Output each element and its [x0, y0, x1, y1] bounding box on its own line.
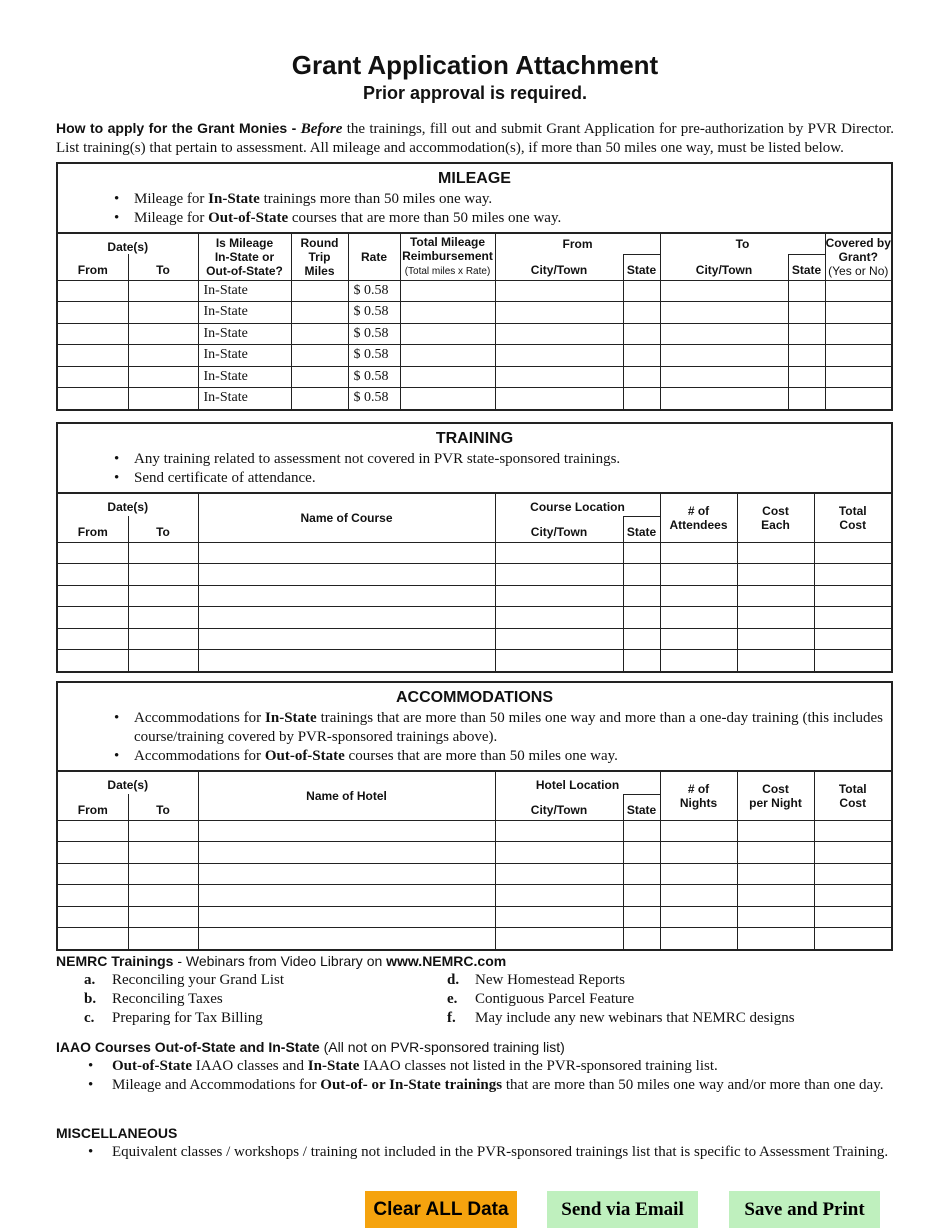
table-cell-input[interactable] — [814, 820, 891, 842]
table-cell-input[interactable] — [58, 863, 128, 885]
col-to: To — [128, 516, 198, 542]
intro-paragraph — [56, 119, 894, 158]
training-bullet: • Send certificate of attendance. — [134, 469, 883, 488]
table-cell-input[interactable] — [198, 650, 495, 671]
table-cell-input[interactable] — [495, 323, 623, 345]
col-attendees: # of Attendees — [660, 494, 737, 542]
table-cell-input[interactable] — [814, 928, 891, 949]
col-from: From — [58, 516, 128, 542]
save-and-print-button[interactable]: Save and Print — [729, 1191, 880, 1228]
table-cell-input[interactable] — [128, 388, 198, 409]
table-cell-input[interactable] — [128, 650, 198, 671]
col-city: City/Town — [495, 794, 623, 820]
table-cell-input[interactable] — [495, 928, 623, 949]
col-cost-per-night: Cost per Night — [737, 772, 814, 820]
table-cell-input[interactable] — [623, 820, 660, 842]
table-cell-input[interactable]: In-State — [198, 345, 291, 367]
col-round-trip: Round Trip Miles — [291, 234, 348, 280]
table-cell-input[interactable] — [291, 345, 348, 367]
table-cell-input[interactable] — [198, 863, 495, 885]
misc-bullet: • Equivalent classes / workshops / training not included in the PVR-sponsored trainings list that is specific to Assessment Training. — [112, 1143, 894, 1162]
table-cell-input[interactable] — [495, 542, 623, 564]
table-row — [58, 302, 891, 324]
table-row — [58, 928, 891, 949]
table-cell-input[interactable] — [788, 302, 825, 324]
table-cell-input[interactable] — [128, 302, 198, 324]
table-cell-input[interactable] — [788, 388, 825, 409]
table-cell-input[interactable] — [198, 585, 495, 607]
table-cell-input[interactable] — [737, 585, 814, 607]
list-item: c. Preparing for Tax Billing — [84, 1010, 263, 1026]
table-cell-input[interactable]: In-State — [198, 302, 291, 324]
col-dates: Date(s) — [58, 494, 198, 516]
clear-all-data-button[interactable]: Clear ALL Data — [365, 1191, 517, 1228]
table-cell-input[interactable] — [623, 842, 660, 864]
accommodations-title: ACCOMMODATIONS — [395, 689, 554, 706]
table-cell-input[interactable] — [737, 607, 814, 629]
table-cell-input[interactable]: $ 0.58 — [348, 323, 400, 345]
col-to: To — [128, 794, 198, 820]
accommodations-bullet: • Accommodations for Out-of-State courses that are more than 50 miles one way. — [134, 747, 883, 766]
accommodations-header — [58, 683, 891, 772]
table-cell-input[interactable] — [814, 885, 891, 907]
table-cell-input[interactable] — [58, 564, 128, 586]
table-cell-input[interactable] — [495, 302, 623, 324]
table-cell-input[interactable] — [198, 628, 495, 650]
table-cell-input[interactable]: $ 0.58 — [348, 345, 400, 367]
table-cell-input[interactable] — [737, 906, 814, 928]
send-via-email-button[interactable]: Send via Email — [547, 1191, 698, 1228]
col-covered: Covered by Grant? (Yes or No) — [825, 234, 891, 280]
table-cell-input[interactable] — [495, 820, 623, 842]
table-cell-input[interactable] — [660, 388, 788, 409]
training-header — [58, 424, 891, 494]
table-cell-input[interactable] — [58, 366, 128, 388]
table-row — [58, 366, 891, 388]
table-cell-input[interactable] — [128, 585, 198, 607]
col-dates: Date(s) — [58, 234, 198, 254]
table-cell-input[interactable] — [660, 906, 737, 928]
table-cell-input[interactable] — [58, 650, 128, 671]
table-cell-input[interactable] — [128, 628, 198, 650]
table-row — [58, 323, 891, 345]
table-cell-input[interactable] — [198, 842, 495, 864]
table-cell-input[interactable] — [660, 650, 737, 671]
table-cell-input[interactable] — [198, 885, 495, 907]
table-cell-input[interactable] — [495, 650, 623, 671]
col-dates: Date(s) — [58, 772, 198, 794]
training-bullet: • Any training related to assessment not covered in PVR state-sponsored trainings. — [134, 450, 883, 469]
col-total-mileage: Total Mileage Reimbursement (Total miles x Rate) — [400, 234, 495, 280]
table-cell-input[interactable] — [623, 542, 660, 564]
training-title: TRAINING — [435, 430, 514, 447]
table-cell-input[interactable] — [737, 820, 814, 842]
table-cell-input[interactable] — [291, 323, 348, 345]
table-cell-input[interactable] — [495, 906, 623, 928]
table-row — [58, 863, 891, 885]
table-cell-input[interactable] — [495, 388, 623, 409]
table-cell-input[interactable] — [788, 345, 825, 367]
col-to-location: To — [660, 234, 825, 254]
col-course-location: Course Location — [495, 494, 660, 516]
table-cell-input[interactable] — [291, 280, 348, 302]
table-cell-input[interactable] — [623, 585, 660, 607]
table-cell-input[interactable] — [495, 628, 623, 650]
table-cell-input[interactable] — [660, 885, 737, 907]
table-cell-input[interactable] — [128, 323, 198, 345]
table-cell-input[interactable] — [737, 542, 814, 564]
table-cell-input[interactable]: $ 0.58 — [348, 302, 400, 324]
col-state: State — [623, 794, 660, 820]
table-cell-input[interactable] — [128, 842, 198, 864]
table-cell-input[interactable] — [814, 564, 891, 586]
table-row — [58, 564, 891, 586]
iaao-heading: IAAO Courses Out-of-State and In-State (All not on PVR-sponsored training list) — [56, 1039, 565, 1055]
table-cell-input[interactable] — [128, 564, 198, 586]
table-cell-input[interactable] — [58, 607, 128, 629]
table-cell-input[interactable] — [128, 366, 198, 388]
col-hotel-location: Hotel Location — [495, 772, 660, 794]
table-cell-input[interactable] — [788, 323, 825, 345]
table-cell-input[interactable] — [58, 585, 128, 607]
col-to-city: City/Town — [660, 254, 788, 280]
table-cell-input[interactable] — [660, 366, 788, 388]
table-cell-input[interactable] — [814, 863, 891, 885]
table-cell-input[interactable] — [58, 628, 128, 650]
table-cell-input[interactable] — [623, 885, 660, 907]
table-cell-input[interactable] — [623, 323, 660, 345]
table-cell-input[interactable] — [291, 302, 348, 324]
table-cell-input[interactable] — [495, 885, 623, 907]
training-table — [58, 494, 891, 671]
table-cell-input[interactable] — [198, 820, 495, 842]
table-cell-input[interactable] — [660, 280, 788, 302]
table-cell-input[interactable] — [58, 885, 128, 907]
table-cell-input[interactable] — [400, 366, 495, 388]
mileage-bullet: • Mileage for Out-of-State courses that are more than 50 miles one way. — [134, 209, 883, 228]
table-cell-input[interactable] — [825, 280, 891, 302]
table-cell-input[interactable]: In-State — [198, 388, 291, 409]
table-cell-input[interactable] — [495, 564, 623, 586]
table-cell-input[interactable] — [400, 280, 495, 302]
table-cell-input[interactable] — [737, 842, 814, 864]
table-cell-input[interactable] — [128, 280, 198, 302]
table-cell-input[interactable] — [58, 928, 128, 949]
table-cell-input[interactable] — [623, 280, 660, 302]
table-row — [58, 388, 891, 409]
table-cell-input[interactable] — [825, 345, 891, 367]
table-cell-input[interactable] — [825, 388, 891, 409]
intro-lead: How to apply for the Grant Monies - — [56, 120, 301, 136]
table-cell-input[interactable] — [58, 302, 128, 324]
table-cell-input[interactable] — [495, 280, 623, 302]
table-cell-input[interactable] — [660, 585, 737, 607]
table-cell-input[interactable] — [198, 607, 495, 629]
table-cell-input[interactable] — [58, 906, 128, 928]
table-cell-input[interactable] — [623, 650, 660, 671]
table-cell-input[interactable] — [737, 628, 814, 650]
table-cell-input[interactable] — [128, 542, 198, 564]
table-cell-input[interactable] — [623, 863, 660, 885]
col-total-cost: Total Cost — [814, 494, 891, 542]
table-cell-input[interactable] — [660, 628, 737, 650]
intro-before: Before — [300, 121, 343, 137]
table-cell-input[interactable] — [58, 388, 128, 409]
table-row — [58, 820, 891, 842]
list-item: e. Contiguous Parcel Feature — [447, 991, 635, 1007]
col-to: To — [128, 254, 198, 280]
col-cost-each: Cost Each — [737, 494, 814, 542]
table-cell-input[interactable] — [660, 345, 788, 367]
accommodations-bullet: • Accommodations for In-State trainings that are more than 50 miles one way and more than a one-day training (this includes course/training covered by PVR-sponsored trainings above). — [134, 709, 883, 747]
col-total-cost: Total Cost — [814, 772, 891, 820]
nemrc-heading: NEMRC Trainings - Webinars from Video Library on www.NEMRC.com — [56, 953, 507, 969]
table-cell-input[interactable] — [623, 607, 660, 629]
table-cell-input[interactable] — [128, 928, 198, 949]
table-cell-input[interactable] — [737, 650, 814, 671]
table-cell-input[interactable] — [198, 928, 495, 949]
table-cell-input[interactable] — [198, 542, 495, 564]
mileage-table — [58, 234, 891, 409]
table-cell-input[interactable] — [814, 542, 891, 564]
table-cell-input[interactable] — [623, 628, 660, 650]
accommodations-table — [58, 772, 891, 949]
table-cell-input[interactable] — [623, 906, 660, 928]
table-cell-input[interactable] — [495, 863, 623, 885]
table-row — [58, 280, 891, 302]
table-cell-input[interactable]: In-State — [198, 323, 291, 345]
table-cell-input[interactable] — [128, 885, 198, 907]
table-cell-input[interactable] — [623, 345, 660, 367]
table-cell-input[interactable] — [495, 345, 623, 367]
table-cell-input[interactable] — [660, 323, 788, 345]
table-cell-input[interactable]: $ 0.58 — [348, 366, 400, 388]
col-from: From — [58, 794, 128, 820]
table-cell-input[interactable] — [825, 366, 891, 388]
table-cell-input[interactable] — [825, 302, 891, 324]
mileage-title: MILEAGE — [438, 170, 511, 187]
page-subtitle: Prior approval is required. — [362, 83, 588, 103]
table-cell-input[interactable] — [814, 842, 891, 864]
table-cell-input[interactable] — [660, 863, 737, 885]
table-cell-input[interactable] — [814, 585, 891, 607]
mileage-section — [56, 162, 893, 411]
table-cell-input[interactable] — [814, 906, 891, 928]
col-rate: Rate — [348, 234, 400, 280]
table-cell-input[interactable] — [495, 842, 623, 864]
table-cell-input[interactable] — [58, 345, 128, 367]
table-cell-input[interactable] — [495, 607, 623, 629]
intro-text: the trainings, fill out and submit Grant Application for pre-authorization by PVR Director. List training(s) that pertain to assessment. All mileage and accommodation(s), if more than 50 miles one way, must be listed below. — [56, 121, 894, 156]
mileage-bullet: • Mileage for In-State trainings more than 50 miles one way. — [134, 190, 883, 209]
table-cell-input[interactable] — [788, 280, 825, 302]
table-row — [58, 542, 891, 564]
table-cell-input[interactable]: $ 0.58 — [348, 280, 400, 302]
table-cell-input[interactable] — [128, 345, 198, 367]
table-cell-input[interactable] — [660, 820, 737, 842]
table-cell-input[interactable] — [623, 928, 660, 949]
col-course-name: Name of Course — [198, 494, 495, 542]
table-row — [58, 628, 891, 650]
col-state: State — [623, 516, 660, 542]
table-cell-input[interactable] — [128, 863, 198, 885]
col-nights: # of Nights — [660, 772, 737, 820]
table-row — [58, 585, 891, 607]
list-item: b. Reconciling Taxes — [84, 991, 223, 1007]
table-cell-input[interactable] — [623, 388, 660, 409]
table-cell-input[interactable] — [400, 388, 495, 409]
list-item: d. New Homestead Reports — [447, 972, 625, 988]
col-from-state: State — [623, 254, 660, 280]
table-cell-input[interactable] — [198, 906, 495, 928]
table-cell-input[interactable] — [660, 607, 737, 629]
table-cell-input[interactable] — [128, 906, 198, 928]
col-instate: Is Mileage In-State or Out-of-State? — [198, 234, 291, 280]
table-cell-input[interactable] — [623, 564, 660, 586]
table-cell-input[interactable] — [814, 607, 891, 629]
table-cell-input[interactable] — [825, 323, 891, 345]
table-row — [58, 885, 891, 907]
table-cell-input[interactable] — [400, 302, 495, 324]
table-cell-input[interactable] — [737, 564, 814, 586]
table-cell-input[interactable] — [128, 607, 198, 629]
table-cell-input[interactable]: In-State — [198, 280, 291, 302]
mileage-header — [58, 164, 891, 234]
col-from-location: From — [495, 234, 660, 254]
table-cell-input[interactable] — [495, 585, 623, 607]
training-section — [56, 422, 893, 673]
table-cell-input[interactable] — [58, 842, 128, 864]
table-row — [58, 906, 891, 928]
table-cell-input[interactable]: $ 0.58 — [348, 388, 400, 409]
table-cell-input[interactable] — [737, 885, 814, 907]
table-cell-input[interactable] — [623, 366, 660, 388]
table-cell-input[interactable] — [737, 928, 814, 949]
table-cell-input[interactable] — [788, 366, 825, 388]
col-to-state: State — [788, 254, 825, 280]
table-cell-input[interactable] — [737, 863, 814, 885]
table-cell-input[interactable] — [814, 650, 891, 671]
table-cell-input[interactable] — [400, 345, 495, 367]
iaao-bullet: • Out-of-State IAAO classes and In-State IAAO classes not listed in the PVR-sponsored training list. — [112, 1057, 894, 1076]
col-from-city: City/Town — [495, 254, 623, 280]
table-cell-input[interactable] — [58, 820, 128, 842]
table-cell-input[interactable] — [58, 323, 128, 345]
table-cell-input[interactable] — [660, 842, 737, 864]
iaao-bullet: • Mileage and Accommodations for Out-of- or In-State trainings that are more than 50 miles one way and/or more than one day. — [112, 1076, 894, 1095]
table-cell-input[interactable] — [291, 366, 348, 388]
table-cell-input[interactable] — [128, 820, 198, 842]
table-cell-input[interactable] — [660, 302, 788, 324]
table-row — [58, 607, 891, 629]
misc-heading: MISCELLANEOUS — [56, 1125, 178, 1141]
list-item: a. Reconciling your Grand List — [84, 972, 285, 988]
accommodations-section — [56, 681, 893, 951]
table-cell-input[interactable] — [660, 542, 737, 564]
table-cell-input[interactable] — [814, 628, 891, 650]
table-cell-input[interactable] — [198, 564, 495, 586]
table-cell-input[interactable] — [58, 542, 128, 564]
col-from: From — [58, 254, 128, 280]
table-cell-input[interactable] — [660, 564, 737, 586]
table-cell-input[interactable] — [623, 302, 660, 324]
table-cell-input[interactable]: In-State — [198, 366, 291, 388]
table-row — [58, 842, 891, 864]
table-cell-input[interactable] — [495, 366, 623, 388]
col-city: City/Town — [495, 516, 623, 542]
table-row — [58, 345, 891, 367]
list-item: f. May include any new webinars that NEMRC designs — [447, 1010, 795, 1026]
table-row — [58, 650, 891, 671]
table-cell-input[interactable] — [58, 280, 128, 302]
page-title: Grant Application Attachment — [291, 50, 659, 80]
col-hotel-name: Name of Hotel — [198, 772, 495, 820]
table-cell-input[interactable] — [400, 323, 495, 345]
table-cell-input[interactable] — [291, 388, 348, 409]
table-cell-input[interactable] — [660, 928, 737, 949]
